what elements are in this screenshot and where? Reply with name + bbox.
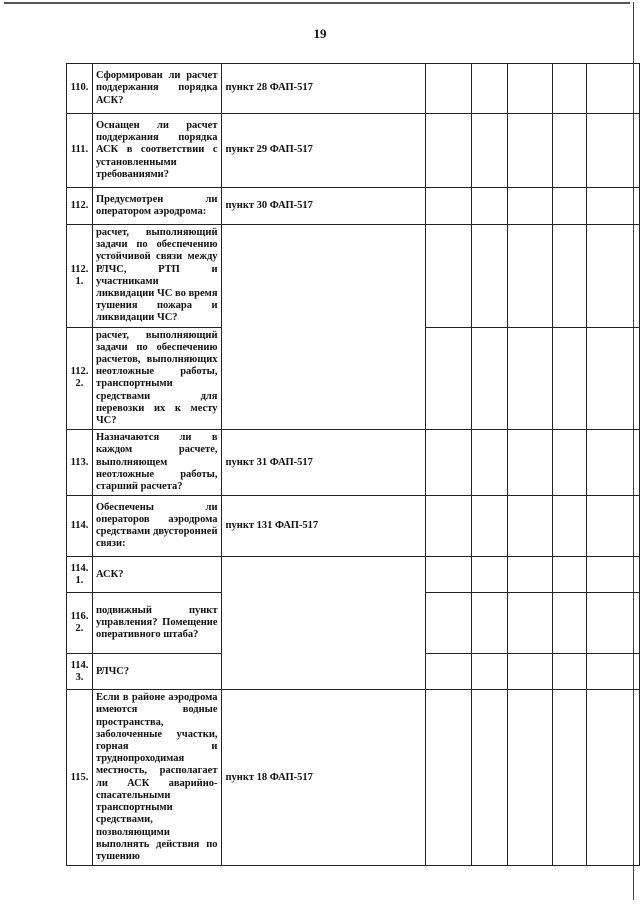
answer-cell [471, 188, 507, 225]
row-question: Предусмотрен ли оператором аэродрома: [92, 188, 221, 225]
row-question: Назначаются ли в каждом расчете, выполняющем неотложные работы, старший расчета? [92, 430, 221, 496]
answer-cell [552, 496, 587, 557]
answer-cell [425, 557, 471, 593]
answer-cell [587, 430, 640, 496]
answer-cell [471, 225, 507, 328]
answer-cell [508, 690, 552, 866]
row-question: Сформирован ли расчет поддержания порядка АСК? [92, 64, 221, 114]
answer-cell [425, 496, 471, 557]
row-number: 114. 1. [67, 557, 93, 593]
row-number: 110. [67, 64, 93, 114]
row-question: расчет, выполняющий задачи по обеспечению устойчивой связи между РЛЧС, РТП и участниками ликвидации ЧС во время тушения пожара и ликвидации ЧС? [92, 225, 221, 328]
page-number: 19 [313, 26, 327, 41]
row-number: 113. [67, 430, 93, 496]
answer-cell [552, 225, 587, 328]
row-reference: пункт 30 ФАП-517 [221, 188, 425, 225]
row-number: 114. 3. [67, 654, 93, 690]
row-question: АСК? [92, 557, 221, 593]
answer-cell [587, 225, 640, 328]
answer-cell [552, 654, 587, 690]
row-question: подвижный пункт управления? Помещение оперативного штаба? [92, 593, 221, 654]
table-row [67, 496, 640, 557]
table-row [67, 430, 640, 496]
answer-cell [425, 690, 471, 866]
answer-cell [425, 430, 471, 496]
row-question: Если в районе аэродрома имеются водные пространства, заболоченные участки, горная и труднопроходимая местность, располагает ли АСК аварийно-спасательными транспортными средствами, позволяющими выполнять действия по тушению [92, 690, 221, 866]
row-number: 114. [67, 496, 93, 557]
row-question: РЛЧС? [92, 654, 221, 690]
answer-cell [587, 593, 640, 654]
answer-cell [552, 327, 587, 430]
row-reference-empty [221, 557, 425, 690]
answer-cell [425, 188, 471, 225]
answer-cell [471, 593, 507, 654]
answer-cell [508, 327, 552, 430]
answer-cell [587, 496, 640, 557]
row-question: расчет, выполняющий задачи по обеспечению расчетов, выполняющих неотложные работы, транспортными средствами для перевозки их к месту ЧС? [92, 327, 221, 430]
row-reference: пункт 31 ФАП-517 [221, 430, 425, 496]
answer-cell [471, 430, 507, 496]
answer-cell [587, 114, 640, 188]
answer-cell [425, 654, 471, 690]
row-number: 112. [67, 188, 93, 225]
answer-cell [587, 64, 640, 114]
table-row [67, 690, 640, 866]
answer-cell [587, 654, 640, 690]
checklist-table [66, 63, 640, 866]
answer-cell [552, 114, 587, 188]
answer-cell [425, 225, 471, 328]
row-reference: пункт 18 ФАП-517 [221, 690, 425, 866]
answer-cell [425, 64, 471, 114]
answer-cell [508, 496, 552, 557]
answer-cell [552, 690, 587, 866]
table-row [67, 557, 640, 593]
answer-cell [552, 188, 587, 225]
answer-cell [552, 430, 587, 496]
row-reference: пункт 28 ФАП-517 [221, 64, 425, 114]
row-question: Оснащен ли расчет поддержания порядка АСК в соответствии с установленными требованиями? [92, 114, 221, 188]
row-number: 112. 2. [67, 327, 93, 430]
answer-cell [508, 654, 552, 690]
answer-cell [508, 557, 552, 593]
answer-cell [425, 327, 471, 430]
row-number: 112. 1. [67, 225, 93, 328]
answer-cell [587, 188, 640, 225]
answer-cell [552, 593, 587, 654]
row-number: 111. [67, 114, 93, 188]
answer-cell [471, 557, 507, 593]
table-row [67, 225, 640, 328]
answer-cell [471, 114, 507, 188]
row-reference: пункт 29 ФАП-517 [221, 114, 425, 188]
answer-cell [508, 593, 552, 654]
answer-cell [508, 225, 552, 328]
answer-cell [471, 654, 507, 690]
answer-cell [587, 690, 640, 866]
answer-cell [508, 114, 552, 188]
table-row [67, 114, 640, 188]
answer-cell [587, 327, 640, 430]
table-row [67, 64, 640, 114]
row-question: Обеспечены ли операторов аэродрома средствами двусторонней связи: [92, 496, 221, 557]
answer-cell [587, 557, 640, 593]
answer-cell [471, 64, 507, 114]
row-reference-empty [221, 225, 425, 430]
table-row [67, 188, 640, 225]
answer-cell [471, 496, 507, 557]
row-number: 116. 2. [67, 593, 93, 654]
row-reference: пункт 131 ФАП-517 [221, 496, 425, 557]
page-top-border [4, 2, 630, 4]
row-number: 115. [67, 690, 93, 866]
answer-cell [508, 188, 552, 225]
answer-cell [471, 327, 507, 430]
answer-cell [508, 430, 552, 496]
answer-cell [552, 557, 587, 593]
answer-cell [508, 64, 552, 114]
answer-cell [552, 64, 587, 114]
answer-cell [471, 690, 507, 866]
answer-cell [425, 114, 471, 188]
answer-cell [425, 593, 471, 654]
